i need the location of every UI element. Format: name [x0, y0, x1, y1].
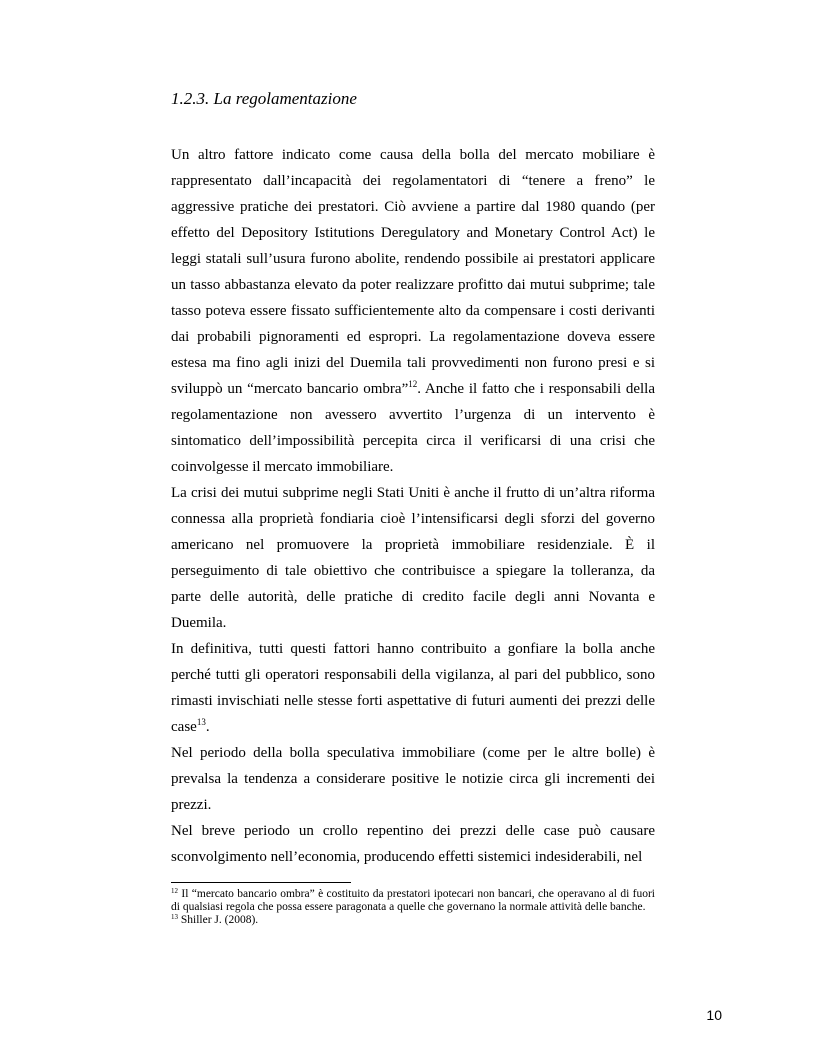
footnote-number: 13 [171, 913, 178, 921]
section-heading: 1.2.3. La regolamentazione [171, 89, 357, 108]
paragraph-1-text-cont: . Anche il fatto che i responsabili della regolamentazione non avessero avvertito l’urgenza di un intervento è sintomatico dell’impossibilità percepita circa il verificarsi di una crisi che coinvolgesse il mercato immobiliare. [171, 381, 656, 475]
footnotes [171, 888, 655, 927]
paragraph-5: Nel breve periodo un crollo repentino dei prezzi delle case può causare sconvolgimento nell’economia, producendo effetti sistemici indesiderabili, nel [171, 823, 655, 865]
footnote-divider [171, 882, 351, 883]
footnote-number: 12 [171, 887, 178, 895]
paragraph-1 [171, 142, 655, 480]
paragraph-3-text: In definitiva, tutti questi fattori hanno contribuito a gonfiare la bolla anche perché tutti gli operatori responsabili della vigilanza, al pari del pubblico, sono rimasti invischiati nelle stesse forti aspettative di futuri aumenti dei prezzi delle case [171, 641, 655, 735]
footnote-12 [171, 888, 655, 914]
footnote-ref-12[interactable]: 12 [408, 379, 418, 389]
paragraph-1-text: Un altro fattore indicato come causa della bolla del mercato mobiliare è rappresentato dall’incapacità dei regolamentatori di “tenere a freno” le aggressive pratiche dei prestatori. Ciò avviene a partire dal 1980 quando (per effetto del Depository Istitutions Deregulatory and Monetary Control Act) le leggi statali sull’usura furono abolite, rendendo possibile ai prestatori applicare un tasso abbastanza elevato da poter realizzare profitto dai mutui subprime; tale tasso poteva essere fissato sufficientemente alto da compensare i costi derivanti dai probabili pignoramenti ed espropri. La regolamentazione doveva essere estesa ma fino agli inizi del Duemila tali provvedimenti non furono presi e si sviluppò un “mercato bancario ombra” [171, 147, 655, 397]
paragraph-3-text-cont: . [205, 719, 210, 735]
paragraph-2: La crisi dei mutui subprime negli Stati Uniti è anche il frutto di un’altra riforma connessa alla proprietà fondiaria cioè l’intensificarsi degli sforzi del governo americano nel promuovere la proprietà immobiliare residenziale. È il perseguimento di tale obiettivo che contribuisce a spiegare la tolleranza, da parte delle autorità, delle pratiche di credito facile degli anni Novanta e Duemila. [171, 485, 655, 631]
footnote-13 [171, 914, 655, 927]
footnote-text: Shiller J. (2008). [178, 914, 259, 926]
footnote-text: Il “mercato bancario ombra” è costituito da prestatori ipotecari non bancari, che operavano al di fuori di qualsiasi regola che possa essere paragonata a quelle che governano la normale attività delle banche. [171, 888, 655, 913]
body-text [171, 142, 655, 870]
paragraph-3 [171, 636, 655, 740]
paragraph-4: Nel periodo della bolla speculativa immobiliare (come per le altre bolle) è prevalsa la tendenza a considerare positive le notizie circa gli incrementi dei prezzi. [171, 745, 655, 813]
footnote-ref-13[interactable]: 13 [196, 717, 206, 727]
page-number: 10 [706, 1007, 722, 1023]
